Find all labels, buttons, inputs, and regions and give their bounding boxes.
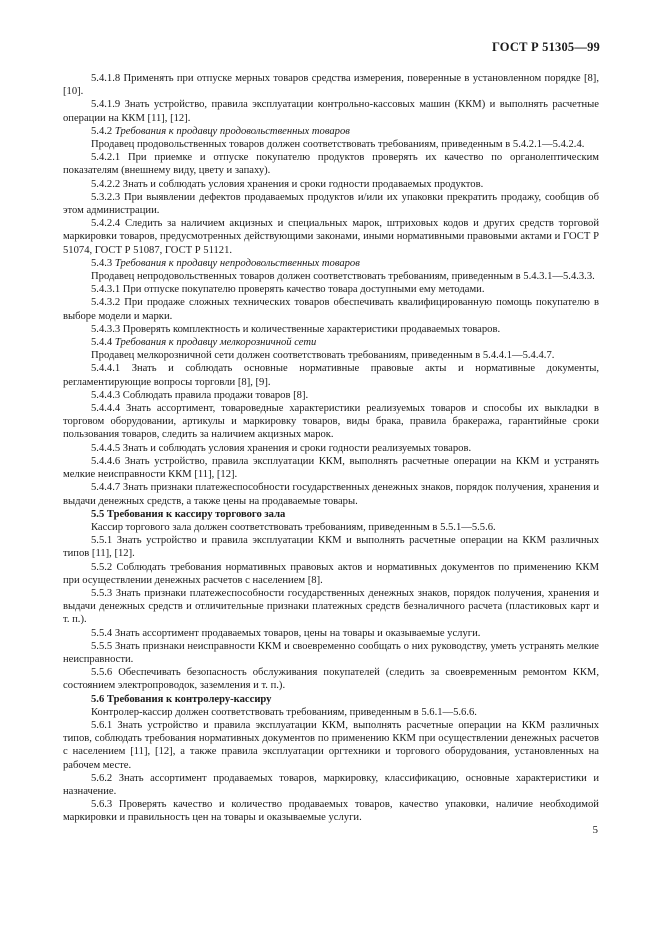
paragraph	[63, 561, 599, 587]
paragraph-text: При продаже сложных технических товаров обеспечивать квалифицированную помощь покупателю в выборе модели и марки.	[63, 297, 599, 322]
paragraph-text: Следить за наличием акцизных и специальных марок, штриховых кодов и других средств торговой маркировки товаров, предусмотренных действующими законами, иными нормативными правовыми актами и ГОСТ Р 51074, ГОСТ Р 51087, ГОСТ Р 51121.	[63, 218, 599, 256]
clause-number: 5.4.2.4	[91, 218, 121, 230]
paragraph	[63, 217, 599, 257]
clause-number: 5.4.3.3	[91, 323, 121, 335]
clause-number: 5.6.3	[91, 799, 113, 811]
paragraph	[63, 270, 599, 283]
paragraph	[63, 706, 599, 719]
clause-number: 5.4.4.4	[91, 403, 121, 415]
paragraph-text: Знать признаки платежеспособности государственных денежных знаков, порядок получения, хранения и выдачи денежных средств, а также цены на продаваемые товары.	[63, 482, 599, 507]
clause-number: 5.5.4	[91, 627, 113, 639]
paragraph-text: Знать устройство, правила эксплуатации ККМ, выполнять расчетные операции на ККМ и устранять мелкие неисправности ККМ [11], [12].	[63, 455, 600, 481]
paragraph-text: Знать и соблюдать условия хранения и сроки годности реализуемых товаров.	[122, 442, 472, 454]
clause-number: 5.5.6	[91, 667, 113, 679]
document-header: ГОСТ Р 51305—99	[491, 40, 600, 54]
clause-number: 5.4.3	[91, 257, 113, 269]
paragraph-text: Знать устройство и правила эксплуатации ККМ, выполнять расчетные операции на ККМ различных типов, соблюдать требования нормативных документов по применению ККМ при осуществлении денежных расчетов с населением [11], [12], а также правила эксплуатации оргтехники и торгового оборудования, установленных на рабочем месте.	[63, 719, 599, 771]
paragraph	[63, 455, 599, 481]
paragraph	[63, 296, 599, 322]
clause-number: 5.6	[91, 693, 105, 705]
clause-number: 5.4.2.1	[91, 152, 121, 164]
clause-number: 5.4.1.8	[91, 73, 121, 84]
paragraph-text: Знать устройство и правила эксплуатации ККМ и выполнять расчетные операции на ККМ различных типов [11], [12].	[63, 535, 599, 560]
paragraph	[63, 587, 599, 627]
clause-number: 5.4.2.2	[91, 178, 121, 190]
clause-number: 5.4.2	[91, 125, 113, 137]
clause-number: 5.4.4.6	[91, 455, 121, 467]
paragraph-text: При отпуске покупателю проверять качество товара доступными ему методами.	[122, 284, 485, 296]
paragraph-text: Знать и соблюдать условия хранения и сроки годности продаваемых продуктов.	[122, 178, 484, 190]
paragraph	[63, 719, 599, 772]
clause-number: 5.5.5	[91, 640, 113, 652]
section-heading: Требования к продавцу непродовольственных товаров	[114, 257, 360, 269]
clause-number: 5.6.1	[91, 719, 113, 731]
paragraph	[63, 798, 599, 824]
paragraph	[63, 323, 599, 336]
clause-number: 5.4.4.3	[91, 389, 121, 401]
paragraph	[63, 98, 599, 124]
paragraph	[63, 362, 599, 388]
paragraph-text: При выявлении дефектов продаваемых продуктов и/или их упаковки прекратить продажу, сообщив об этом администрации.	[63, 191, 599, 217]
clause-number: 5.4.4	[91, 337, 113, 349]
paragraph	[63, 178, 599, 191]
section-heading: Требования к продавцу мелкорозничной сети	[114, 337, 317, 349]
clause-number: 5.4.4.5	[91, 442, 121, 454]
paragraph	[63, 693, 599, 706]
paragraph-text: Продавец мелкорозничной сети должен соответствовать требованиям, приведенным в 5.4.4.1—5.4.4.7.	[91, 350, 555, 362]
clause-number: 5.4.4.7	[91, 482, 121, 494]
section-heading: Требования к продавцу продовольственных товаров	[114, 125, 350, 137]
document-body	[63, 72, 599, 825]
paragraph-text: Кассир торгового зала должен соответствовать требованиям, приведенным в 5.5.1—5.5.6.	[91, 521, 496, 533]
section-heading: Требования к контролеру-кассиру	[106, 693, 272, 705]
clause-number: 5.5.2	[91, 561, 113, 573]
paragraph	[63, 336, 599, 349]
paragraph	[63, 257, 599, 270]
paragraph-text: Соблюдать требования нормативных правовых актов и нормативных документов по применению ККМ при осуществлении денежных расчетов с населением [8].	[63, 561, 599, 586]
page-number: 5	[592, 824, 598, 836]
paragraph-text: Знать и соблюдать основные нормативные правовые акты и нормативные документы, регламентирующие вопросы торговли [8], [9].	[63, 363, 599, 388]
paragraph-text: Знать ассортимент продаваемых товаров, цены на товары и оказываемые услуги.	[114, 627, 481, 639]
paragraph-text: Знать признаки платежеспособности государственных денежных знаков, порядок получения, хранения и выдачи денежных средств и отличительные признаки платежных средств безналичного расчета (пластиковых карт и т. п.).	[63, 587, 599, 626]
clause-number: 5.4.3.2	[91, 297, 121, 309]
paragraph	[63, 666, 599, 692]
paragraph	[63, 534, 599, 560]
paragraph	[63, 125, 599, 138]
paragraph-text: Обеспечивать безопасность обслуживания покупателей (следить за своевременным ремонтом ККМ, состоянием электропроводок, заземления и т. п.).	[63, 667, 599, 692]
clause-number: 5.5.1	[91, 535, 113, 547]
paragraph	[63, 349, 599, 362]
paragraph-text: Знать ассортимент продаваемых товаров, маркировку, классификацию, основные характеристики и назначение.	[63, 772, 599, 797]
clause-number: 5.4.4.1	[91, 363, 121, 375]
paragraph	[63, 72, 599, 98]
paragraph-text: Знать ассортимент, товароведные характеристики реализуемых товаров и способы их выкладки в торговом оборудовании, артикулы и маркировку товаров, виды брака, правила бракеража, гарантийные сроки пользования товаров, следить за наличием акцизных марок.	[63, 403, 599, 441]
paragraph	[63, 402, 599, 442]
paragraph-text: При приемке и отпуске покупателю продуктов проверять их качество по органолептическим показателям (внешнему виду, цвету и запаху).	[63, 152, 599, 177]
paragraph-text: Проверять качество и количество продаваемых товаров, качество упаковки, наличие необходимой маркировки и правильность цен на товары и оказываемые услуги.	[63, 799, 599, 824]
clause-number: 5.5.3	[91, 587, 113, 599]
paragraph	[63, 283, 599, 296]
paragraph	[63, 772, 599, 798]
paragraph	[63, 481, 599, 507]
paragraph-text: Знать устройство, правила эксплуатации контрольно-кассовых машин (ККМ) и выполнять расчетные операции на ККМ [11], [12].	[63, 99, 599, 124]
paragraph	[63, 627, 599, 640]
clause-number: 5.6.2	[91, 772, 113, 784]
paragraph-text: Применять при отпуске мерных товаров средства измерения, поверенные в установленном порядке [8], [10].	[63, 73, 599, 98]
paragraph-text: Знать признаки неисправности ККМ и своевременно сообщать о них руководству, уметь устранять мелкие неисправности.	[63, 640, 599, 665]
paragraph	[63, 508, 599, 521]
paragraph	[63, 640, 599, 666]
paragraph-text: Продавец продовольственных товаров должен соответствовать требованиям, приведенным в 5.4.2.1—5.4.2.4.	[91, 139, 585, 151]
paragraph-text: Продавец непродовольственных товаров должен соответствовать требованиям, приведенным в 5.4.3.1—5.4.3.3.	[91, 271, 595, 283]
section-heading: Требования к кассиру торгового зала	[106, 508, 286, 520]
paragraph	[63, 138, 599, 151]
clause-number: 5.5	[91, 508, 105, 520]
paragraph	[63, 151, 599, 177]
paragraph-text: Проверять комплектность и количественные характеристики продаваемых товаров.	[122, 323, 501, 335]
clause-number: 5.3.2.3	[91, 191, 121, 203]
paragraph	[63, 442, 599, 455]
paragraph	[63, 191, 599, 217]
paragraph	[63, 389, 599, 402]
clause-number: 5.4.3.1	[91, 284, 121, 296]
paragraph-text: Соблюдать правила продажи товаров [8].	[122, 389, 309, 401]
clause-number: 5.4.1.9	[91, 99, 121, 111]
paragraph	[63, 521, 599, 534]
paragraph-text: Контролер-кассир должен соответствовать требованиям, приведенным в 5.6.1—5.6.6.	[91, 706, 477, 718]
